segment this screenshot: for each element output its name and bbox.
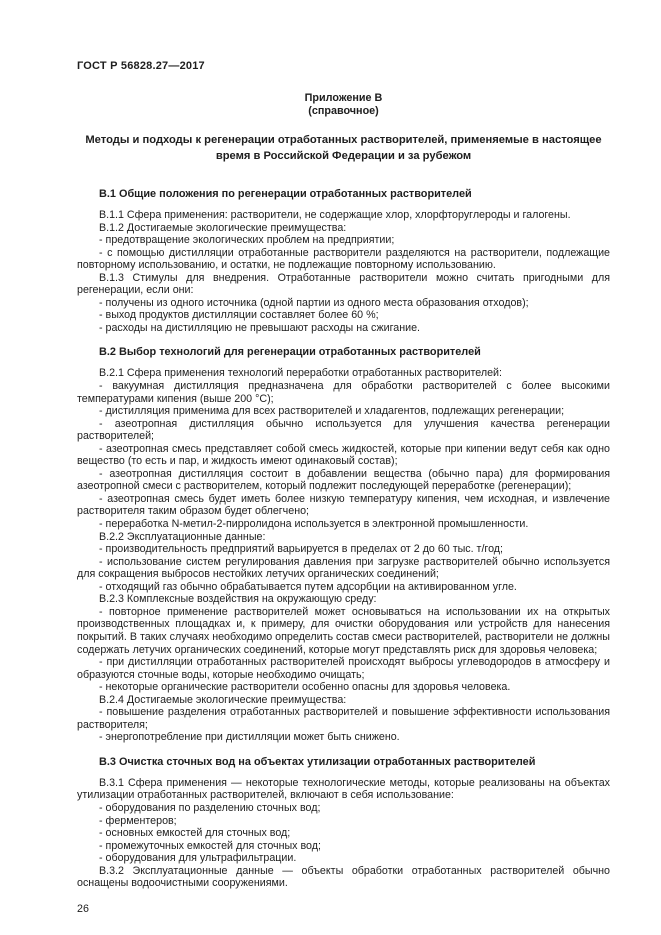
paragraph: - предотвращение экологических проблем на предприятии;	[99, 234, 395, 247]
appendix-designation: (справочное)	[308, 105, 379, 117]
paragraph: - получены из одного источника (одной партии из одного места образования отходов);	[99, 296, 529, 309]
paragraph: В.3.1 Сфера применения — некоторые технологические методы, которые реализованы на объектах утилизации отработанных растворителей, включают в себя использование:	[77, 776, 610, 802]
appendix-block	[77, 92, 610, 118]
paragraph: - оборудования для ультрафильтрации.	[99, 852, 297, 865]
section-heading: В.1 Общие положения по регенерации отработанных растворителей	[99, 188, 472, 200]
paragraph: В.1.1 Сфера применения: растворители, не содержащие хлор, хлорфторуглероды и галогены.	[99, 209, 571, 221]
document-title: Методы и подходы к регенерации отработанных растворителей, применяемые в настоящее время в Российской Федерации и за рубежом	[85, 134, 602, 162]
paragraph: В.2.1 Сфера применения технологий переработки отработанных растворителей:	[99, 367, 502, 380]
paragraph: - выход продуктов дистилляции составляет более 60 %;	[99, 309, 379, 322]
paragraph: - некоторые органические растворители особенно опасны для здоровья человека.	[99, 681, 511, 694]
paragraph: - азеотропная дистилляция обычно используется для улучшения качества регенерации растворителей;	[77, 417, 610, 443]
appendix-label: Приложение В	[304, 92, 383, 104]
paragraph: - азеотропная дистилляция состоит в добавлении вещества (обычно пара) для формирования азеотропной смеси с растворителем, который подлежит последующей переработке (регенерации);	[77, 467, 610, 493]
paragraph: В.2.4 Достигаемые экологические преимущества:	[99, 693, 347, 706]
paragraph: В.2.2 Эксплуатационные данные:	[99, 530, 266, 543]
paragraph: - переработка N-метил-2-пирролидона используется в электронной промышленности.	[99, 518, 529, 531]
paragraph: В.1.3 Стимулы для внедрения. Отработанные растворители можно считать пригодными для регенерации, если они:	[77, 271, 610, 297]
paragraph: - с помощью дистилляции отработанные растворители разделяются на растворители, подлежащие повторному использованию, и остатки, не подлежащие повторному использованию.	[77, 246, 610, 272]
paragraph: - азеотропная смесь будет иметь более низкую температуру кипения, чем исходная, и извлечение растворителя таким образом будет облегчено;	[77, 492, 610, 518]
paragraph: - отходящий газ обычно обрабатывается путем адсорбции на активированном угле.	[99, 580, 517, 593]
paragraph: - при дистилляции отработанных растворителей происходят выбросы углеводородов в атмосферу и образуются сточные воды, которые необходимо очищать;	[77, 656, 610, 681]
page-number: 26	[77, 902, 89, 915]
paragraph: - повторное применение растворителей может основываться на использовании их на открытых производственных площадках и, к примеру, для очистки оборудования или устройств для нанесения покрытий. В таких случаях необходимо определить состав смеси растворителей, растворители не должны содержать летучих органических соединений, которые могут представлять риск для здоровья человека;	[77, 605, 610, 656]
paragraph: - производительность предприятий варьируется в пределах от 2 до 60 тыс. т/год;	[99, 543, 503, 556]
paragraph: - промежуточных емкостей для сточных вод;	[99, 839, 321, 852]
paragraph: В.3.2 Эксплуатационные данные — объекты обработки отработанных растворителей обычно оснащены водоочистными сооружениями.	[77, 864, 610, 890]
paragraph: - энергопотребление при дистилляции может быть снижено.	[99, 731, 400, 744]
paragraph: - азеотропная смесь представляет собой смесь жидкостей, которые при кипении ведут себя как одно вещество (то есть и пар, и жидкость имеют одинаковый состав);	[77, 442, 610, 468]
paragraph: - дистилляция применима для всех растворителей и хладагентов, подлежащих регенерации;	[99, 405, 565, 418]
paragraph: - повышение разделения отработанных растворителей и повышение эффективности использования растворителя;	[77, 706, 610, 731]
paragraph: - оборудования по разделению сточных вод;	[99, 801, 321, 814]
paragraph: - использование систем регулирования давления при загрузке растворителей обычно используется для сокращения выбросов нестойких летучих органических соединений;	[77, 555, 610, 581]
document-code: ГОСТ Р 56828.27—2017	[77, 60, 205, 72]
section-heading: В.3 Очистка сточных вод на объектах утилизации отработанных растворителей	[99, 755, 536, 768]
paragraph: - ферментеров;	[99, 814, 177, 827]
document-sections	[77, 188, 610, 890]
paragraph: - вакуумная дистилляция предназначена для обработки растворителей с более высокими температурами кипения (выше 200 °С);	[77, 380, 610, 405]
paragraph: В.1.2 Достигаемые экологические преимущества:	[99, 221, 347, 234]
paragraph: В.2.3 Комплексные воздействия на окружающую среду:	[99, 593, 377, 606]
paragraph: - расходы на дистилляцию не превышают расходы на сжигание.	[99, 321, 420, 334]
paragraph: - основных емкостей для сточных вод;	[99, 827, 291, 840]
section-heading: В.2 Выбор технологий для регенерации отработанных растворителей	[99, 346, 481, 359]
